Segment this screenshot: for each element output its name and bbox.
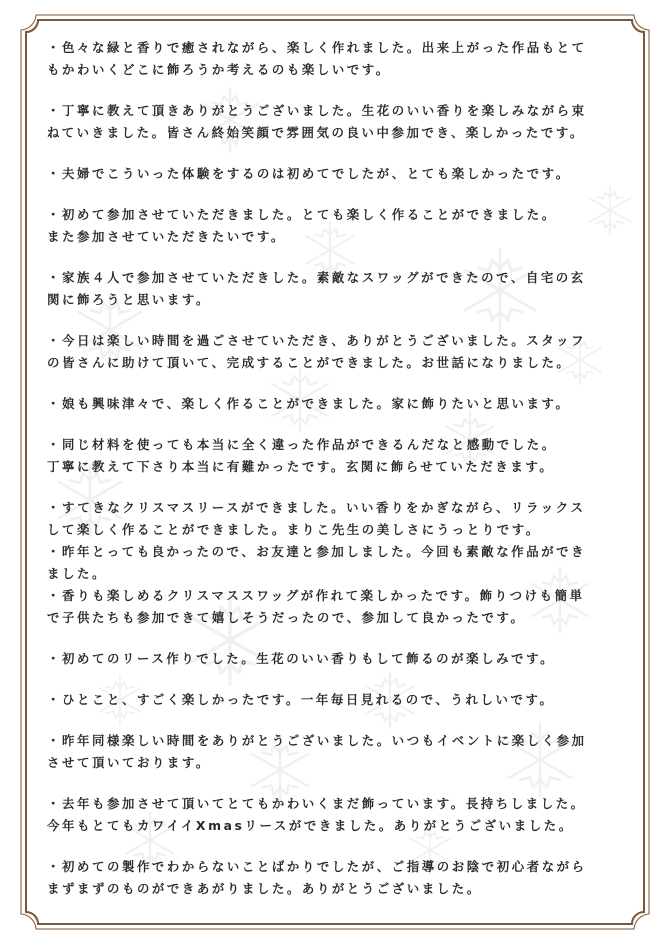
feedback-list bbox=[47, 37, 627, 900]
feedback-entry: ・同じ材料を使っても本当に全く違った作品ができるんだなと感動でした。 丁寧に教えて下さり本当に有難かったです。玄関に飾らせていただきます。 bbox=[47, 437, 557, 474]
feedback-entry: ・昨年同様楽しい時間をありがとうございました。いつもイベントに楽しく参加 させて頂いております。 bbox=[47, 733, 587, 770]
feedback-entry: ・初めて参加させていただきました。とても楽しく作ることができました。 また参加させていただきたいです。 bbox=[47, 207, 557, 244]
feedback-entry: ・娘も興味津々で、楽しく作ることができました。家に飾りたいと思います。 bbox=[47, 396, 571, 411]
feedback-entry: ・香りも楽しめるクリスマススワッグが作れて楽しかったです。飾りつけも簡単 で子供たちも参加できて嬉しそうだったので、参加して良かったです。 bbox=[47, 588, 585, 625]
feedback-entry: ・すてきなクリスマスリースができました。いい香りをかぎながら、リラックス して楽しく作ることができました。まりこ先生の美しさにうっとりです。 bbox=[47, 500, 586, 537]
feedback-entry: ・家族４人で参加させていただきした。素敵なスワッグができたので、自宅の玄 関に飾ろうと思います。 bbox=[47, 270, 586, 307]
feedback-entry: ・初めてのリース作りでした。生花のいい香りもして飾るのが楽しみです。 bbox=[47, 651, 556, 666]
feedback-entry: ・ひとこと、すごく楽しかったです。一年毎日見れるので、うれしいです。 bbox=[47, 692, 555, 707]
feedback-entry: ・初めての製作でわからないことばかりでしたが、ご指導のお陰で初心者ながら まずまずのものができあがりました。ありがとうございました。 bbox=[47, 859, 587, 896]
feedback-entry: ・今日は楽しい時間を過ごさせていただき、ありがとうございました。スタッフ の皆さんに助けて頂いて、完成することができました。お世話になりました。 bbox=[47, 333, 587, 370]
feedback-entry: ・夫婦でこういった体験をするのは初めてでしたが、とても楽しかったです。 bbox=[47, 166, 571, 181]
feedback-entry: ・昨年とっても良かったので、お友達と参加しました。今回も素敵な作品ができ ました。 bbox=[47, 544, 587, 581]
feedback-entry: ・去年も参加させて頂いてとてもかわいくまだ飾っています。長持ちしました。 今年もとてもカワイイXmasリースができました。ありがとうございました。 bbox=[47, 796, 586, 833]
feedback-entry: ・丁寧に教えて頂きありがとうございました。生花のいい香りを楽しみながら束 ねていきました。皆さん終始笑顔で雰囲気の良い中参加でき、楽しかったです。 bbox=[47, 103, 587, 140]
feedback-entry: ・色々な緑と香りで癒されながら、楽しく作れました。出来上がった作品もとて もかわいくどこに飾ろうか考えるのも楽しいです。 bbox=[47, 40, 587, 77]
